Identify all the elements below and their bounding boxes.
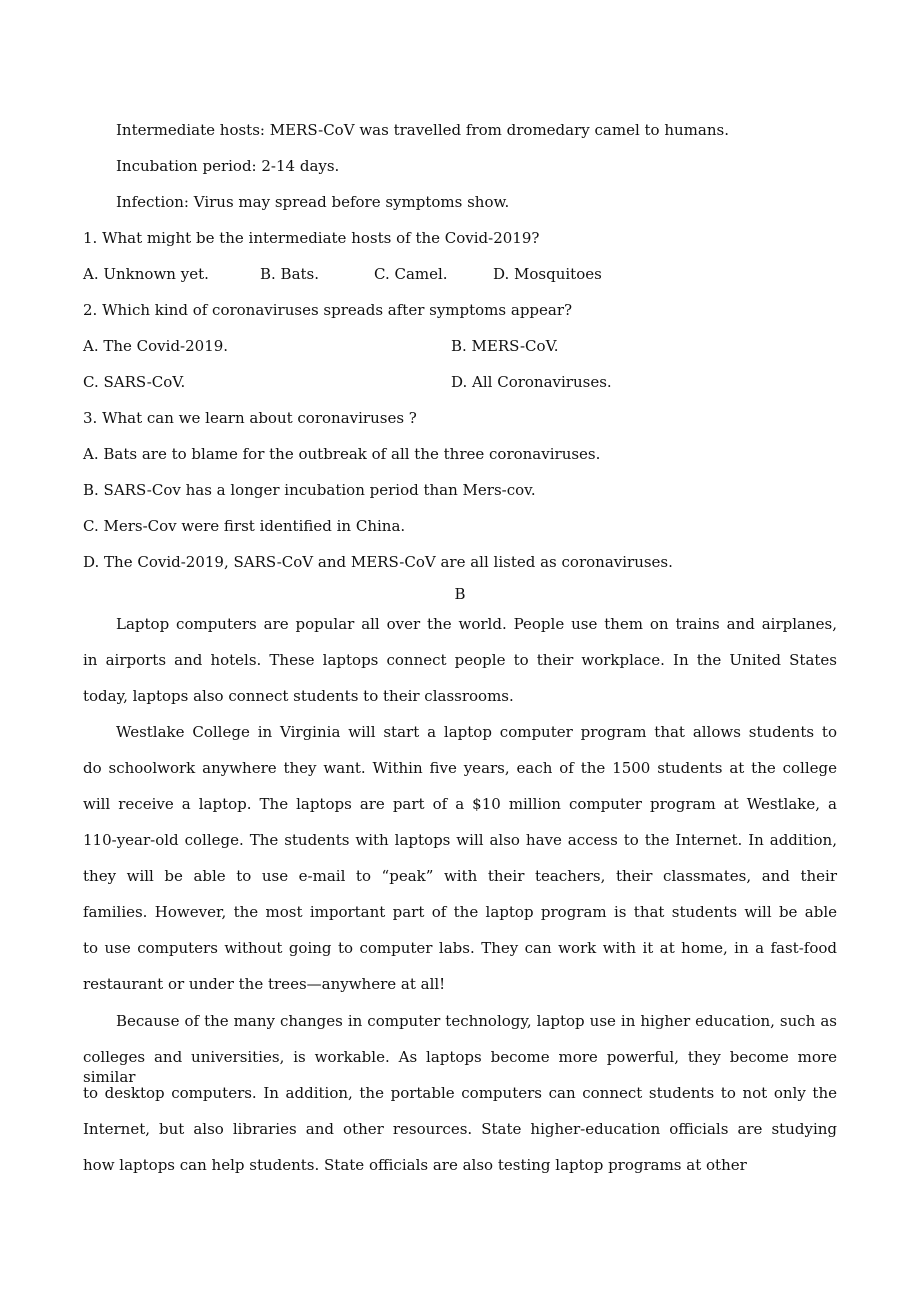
info-hosts: Intermediate hosts: MERS-CoV was travelled from dromedary camel to humans.	[116, 121, 729, 139]
paragraph-3-line-5: how laptops can help students. State officials are also testing laptop programs at other	[83, 1156, 747, 1174]
info-infection: Infection: Virus may spread before symptoms show.	[116, 193, 510, 211]
paragraph-3-line-2: colleges and universities, is workable. As laptops become more powerful, they become more similar	[83, 1048, 837, 1086]
question-2-option-c: C. SARS-CoV.	[83, 373, 186, 391]
question-3-option-b: B. SARS-Cov has a longer incubation period than Mers-cov.	[83, 481, 536, 499]
paragraph-3-line-3: to desktop computers. In addition, the portable computers can connect students to not only the	[83, 1084, 837, 1102]
info-incubation: Incubation period: 2-14 days.	[116, 157, 340, 175]
paragraph-2-line-1: Westlake College in Virginia will start a laptop computer program that allows students to	[116, 723, 837, 741]
question-1-stem: 1. What might be the intermediate hosts of the Covid-2019?	[83, 229, 540, 247]
paragraph-2-line-7: to use computers without going to computer labs. They can work with it at home, in a fast-food	[83, 939, 837, 957]
paragraph-2-line-5: they will be able to use e-mail to “peak” with their teachers, their classmates, and their	[83, 867, 837, 885]
paragraph-2-line-8: restaurant or under the trees—anywhere at all!	[83, 975, 446, 993]
question-3-option-a: A. Bats are to blame for the outbreak of all the three coronaviruses.	[83, 445, 601, 463]
paragraph-3-line-4: Internet, but also libraries and other resources. State higher-education officials are studying	[83, 1120, 837, 1138]
question-1-option-c: C. Camel.	[374, 265, 448, 283]
question-3-stem: 3. What can we learn about coronaviruses ?	[83, 409, 417, 427]
question-2-option-d: D. All Coronaviruses.	[451, 373, 612, 391]
paragraph-2-line-4: 110-year-old college. The students with laptops will also have access to the Internet. In addition,	[83, 831, 837, 849]
paragraph-1-line-1: Laptop computers are popular all over the world. People use them on trains and airplanes,	[116, 615, 837, 633]
paragraph-2-line-2: do schoolwork anywhere they want. Within five years, each of the 1500 students at the college	[83, 759, 837, 777]
paragraph-1-line-3: today, laptops also connect students to their classrooms.	[83, 687, 514, 705]
section-b-heading: B	[454, 585, 466, 603]
question-3-option-c: C. Mers-Cov were first identified in China.	[83, 517, 406, 535]
paragraph-2-line-3: will receive a laptop. The laptops are part of a $10 million computer program at Westlake, a	[83, 795, 837, 813]
question-2-stem: 2. Which kind of coronaviruses spreads after symptoms appear?	[83, 301, 573, 319]
paragraph-3-line-1: Because of the many changes in computer technology, laptop use in higher education, such as	[116, 1012, 837, 1030]
paragraph-1-line-2: in airports and hotels. These laptops connect people to their workplace. In the United States	[83, 651, 837, 669]
question-2-option-a: A. The Covid-2019.	[83, 337, 229, 355]
question-2-option-b: B. MERS-CoV.	[451, 337, 559, 355]
paragraph-2-line-6: families. However, the most important part of the laptop program is that students will be able	[83, 903, 837, 921]
question-1-option-d: D. Mosquitoes	[493, 265, 602, 283]
question-1-option-b: B. Bats.	[260, 265, 320, 283]
question-1-option-a: A. Unknown yet.	[83, 265, 209, 283]
question-3-option-d: D. The Covid-2019, SARS-CoV and MERS-CoV are all listed as coronaviruses.	[83, 553, 673, 571]
